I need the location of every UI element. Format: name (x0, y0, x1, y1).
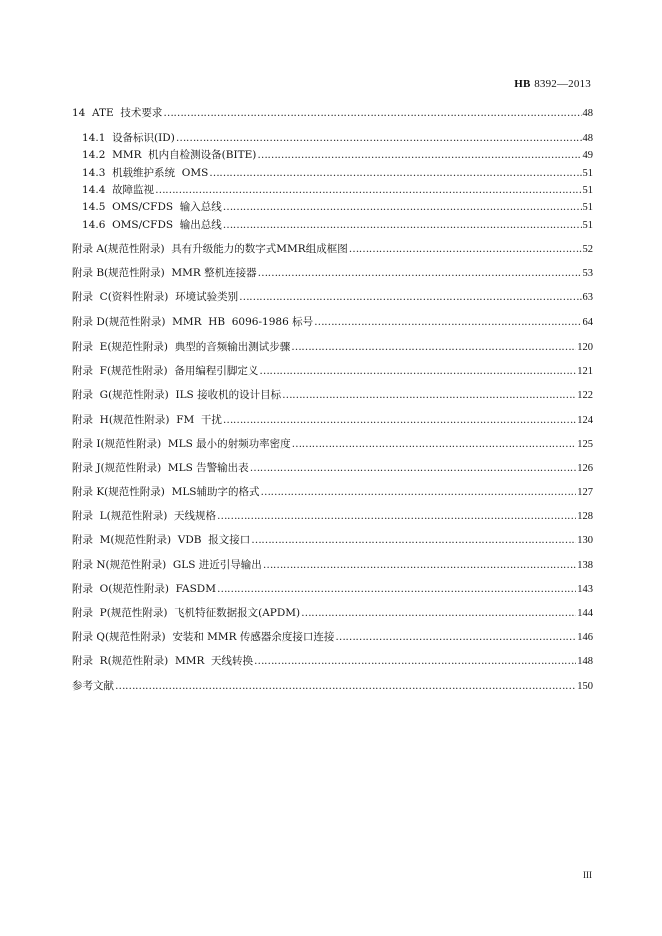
toc-entry-number: 附录 M(规范性附录) (72, 534, 178, 546)
toc-entry[interactable] (72, 654, 593, 669)
toc-leader-dots (239, 290, 581, 304)
toc-entry[interactable] (72, 630, 593, 645)
page-number: III (583, 870, 592, 880)
toc-entry-number: 14.3 (82, 167, 113, 179)
toc-leader-dots (292, 437, 577, 451)
toc-entry-number: 附录 Q(规范性附录) (72, 631, 173, 643)
toc-entry[interactable] (82, 131, 593, 146)
toc-entry-page: 48 (582, 133, 593, 144)
toc-leader-dots (163, 106, 581, 120)
toc-entry-number: 14.6 (82, 219, 113, 231)
toc-leader-dots (301, 606, 576, 620)
toc-entry-page: 127 (577, 487, 593, 498)
toc-entry[interactable] (72, 461, 593, 476)
toc-entry[interactable] (72, 290, 593, 305)
toc-entry-number: 14.1 (82, 132, 113, 144)
toc-leader-dots (314, 315, 581, 329)
toc-leader-dots (257, 148, 581, 162)
toc-entry-title: 具有升级能力的数字式MMR组成框图 (171, 243, 348, 255)
toc-leader-dots (209, 166, 581, 180)
toc-leader-dots (259, 364, 576, 378)
toc-entry-title: MLS 告警输出表 (167, 462, 249, 474)
toc-entry-page: 126 (577, 463, 593, 474)
toc-entry-number: 附录 F(规范性附录) (72, 365, 175, 377)
toc-entry[interactable] (72, 533, 593, 548)
toc-entry-title: FM 干扰 (176, 414, 222, 426)
toc-entry-page: 125 (577, 439, 593, 450)
toc-leader-dots (263, 558, 576, 572)
document-header (514, 77, 591, 90)
toc-entry-number: 附录 D(规范性附录) (72, 316, 173, 328)
toc-entry-page: 51 (582, 185, 593, 196)
toc-entry-page: 150 (577, 681, 593, 692)
toc-entry[interactable] (72, 106, 593, 121)
toc-entry-page: 48 (582, 108, 593, 119)
toc-leader-dots (250, 461, 577, 475)
standard-number: 8392—2013 (534, 78, 591, 90)
toc-entry[interactable] (72, 485, 593, 500)
toc-entry[interactable] (82, 148, 593, 163)
toc-entry[interactable] (72, 558, 593, 573)
toc-leader-dots (291, 340, 576, 354)
toc-entry-number: 附录 B(规范性附录) (72, 267, 172, 279)
toc-entry-title: MLS 最小的射频功率密度 (167, 438, 291, 450)
toc-leader-dots (251, 533, 576, 547)
toc-entry-number: 14.5 (82, 201, 113, 213)
toc-entry-page: 146 (577, 632, 593, 643)
toc-entry[interactable] (72, 340, 593, 355)
toc-entry[interactable] (72, 364, 593, 379)
toc-entry-title: ATE 技术要求 (92, 107, 163, 119)
toc-leader-dots (282, 388, 576, 402)
toc-entry-page: 121 (577, 366, 593, 377)
toc-leader-dots (155, 183, 581, 197)
toc-entry-page: 148 (577, 656, 593, 667)
toc-entry-number: 附录 A(规范性附录) (72, 243, 172, 255)
toc-entry-page: 51 (582, 220, 593, 231)
toc-entry[interactable] (72, 242, 593, 257)
toc-leader-dots (176, 131, 582, 145)
toc-entry[interactable] (72, 413, 593, 428)
toc-leader-dots (260, 485, 576, 499)
toc-entry[interactable] (82, 218, 593, 233)
toc-entry-title: OMS/CFDS 输出总线 (112, 219, 222, 231)
toc-entry[interactable] (72, 437, 593, 452)
toc-entry-number: 附录 O(规范性附录) (72, 583, 176, 595)
toc-leader-dots (349, 242, 582, 256)
toc-entry-title: VDB 报文接口 (177, 534, 251, 546)
toc-entry-title: MMR 机内自检测设备(BITE) (112, 149, 257, 161)
toc-entry-page: 143 (577, 584, 593, 595)
toc-entry-number: 附录 P(规范性附录) (72, 607, 175, 619)
toc-entry-title: OMS/CFDS 输入总线 (112, 201, 222, 213)
toc-entry-title: 机载维护系统 OMS (112, 167, 209, 179)
standard-code: HB (514, 78, 531, 90)
toc-entry-page: 124 (577, 415, 593, 426)
toc-entry-title: ILS 接收机的设计目标 (175, 389, 282, 401)
toc-entry-title: MLS辅助字的格式 (171, 486, 260, 498)
toc-entry-page: 52 (582, 244, 593, 255)
toc-entry-page: 138 (577, 560, 593, 571)
toc-entry-page: 64 (582, 317, 593, 328)
toc-entry-title: 设备标识(ID) (112, 132, 175, 144)
toc-entry-number: 附录 R(规范性附录) (72, 655, 175, 667)
toc-entry-number: 附录 K(规范性附录) (72, 486, 172, 498)
toc-entry-title: 故障监视 (112, 184, 155, 196)
toc-entry-number: 附录 G(规范性附录) (72, 389, 176, 401)
toc-entry-title: 飞机特征数据报文(APDM) (174, 607, 301, 619)
toc-entry-title: 天线规格 (174, 510, 217, 522)
toc-entry-number: 附录 E(规范性附录) (72, 341, 175, 353)
toc-leader-dots (254, 654, 576, 668)
toc-entry-title: 安装和 MMR 传感器余度接口连接 (172, 631, 335, 643)
toc-entry-title: FASDM (175, 583, 216, 595)
toc-entry-number: 14.4 (82, 184, 113, 196)
toc-entry-title: MMR HB 6096-1986 标号 (172, 316, 314, 328)
toc-entry[interactable] (82, 200, 593, 215)
toc-entry[interactable] (72, 606, 593, 621)
toc-entry[interactable] (72, 315, 593, 330)
toc-entry-page: 63 (582, 292, 593, 303)
toc-entry-title: 环境试验类别 (175, 291, 239, 303)
toc-entry-page: 130 (577, 535, 593, 546)
toc-entry-page: 144 (577, 608, 593, 619)
toc-entry[interactable] (82, 183, 593, 198)
toc-leader-dots (115, 679, 576, 693)
toc-entry-page: 51 (582, 202, 593, 213)
toc-entry-title: GLS 进近引导输出 (172, 559, 262, 571)
toc-entry-number: 14.2 (82, 149, 113, 161)
toc-leader-dots (258, 266, 582, 280)
toc-entry-title: 典型的音频输出测试步骤 (174, 341, 291, 353)
toc-leader-dots (335, 630, 576, 644)
toc-entry-page: 128 (577, 511, 593, 522)
toc-entry-number: 附录 N(规范性附录) (72, 559, 173, 571)
toc-entry-number: 附录 I(规范性附录) (72, 438, 168, 450)
toc-entry[interactable] (72, 582, 593, 597)
toc-entry-page: 120 (577, 342, 593, 353)
toc-entry-page: 49 (582, 150, 593, 161)
toc-entry-number: 附录 C(资料性附录) (72, 291, 176, 303)
toc-entry-title: 参考文献 (72, 680, 114, 692)
toc-entry-number: 14 (72, 107, 93, 119)
toc-leader-dots (223, 200, 582, 214)
toc-entry[interactable] (72, 509, 593, 524)
toc-leader-dots (223, 413, 576, 427)
toc-entry[interactable] (72, 266, 593, 281)
toc-entry-page: 122 (577, 390, 593, 401)
toc-entry-page: 51 (582, 168, 593, 179)
toc-entry[interactable] (72, 679, 593, 694)
toc-entry-number: 附录 J(规范性附录) (72, 462, 168, 474)
toc-entry-title: MMR 天线转换 (174, 655, 254, 667)
toc-entry[interactable] (82, 166, 593, 181)
toc-entry-page: 53 (582, 268, 593, 279)
toc-leader-dots (217, 582, 576, 596)
toc-entry-title: MMR 整机连接器 (171, 267, 257, 279)
toc-entry[interactable] (72, 388, 593, 403)
toc-entry-title: 备用编程引脚定义 (174, 365, 259, 377)
toc-entry-number: 附录 L(规范性附录) (72, 510, 175, 522)
toc-leader-dots (217, 509, 576, 523)
toc-entry-number: 附录 H(规范性附录) (72, 414, 177, 426)
toc-leader-dots (223, 218, 582, 232)
